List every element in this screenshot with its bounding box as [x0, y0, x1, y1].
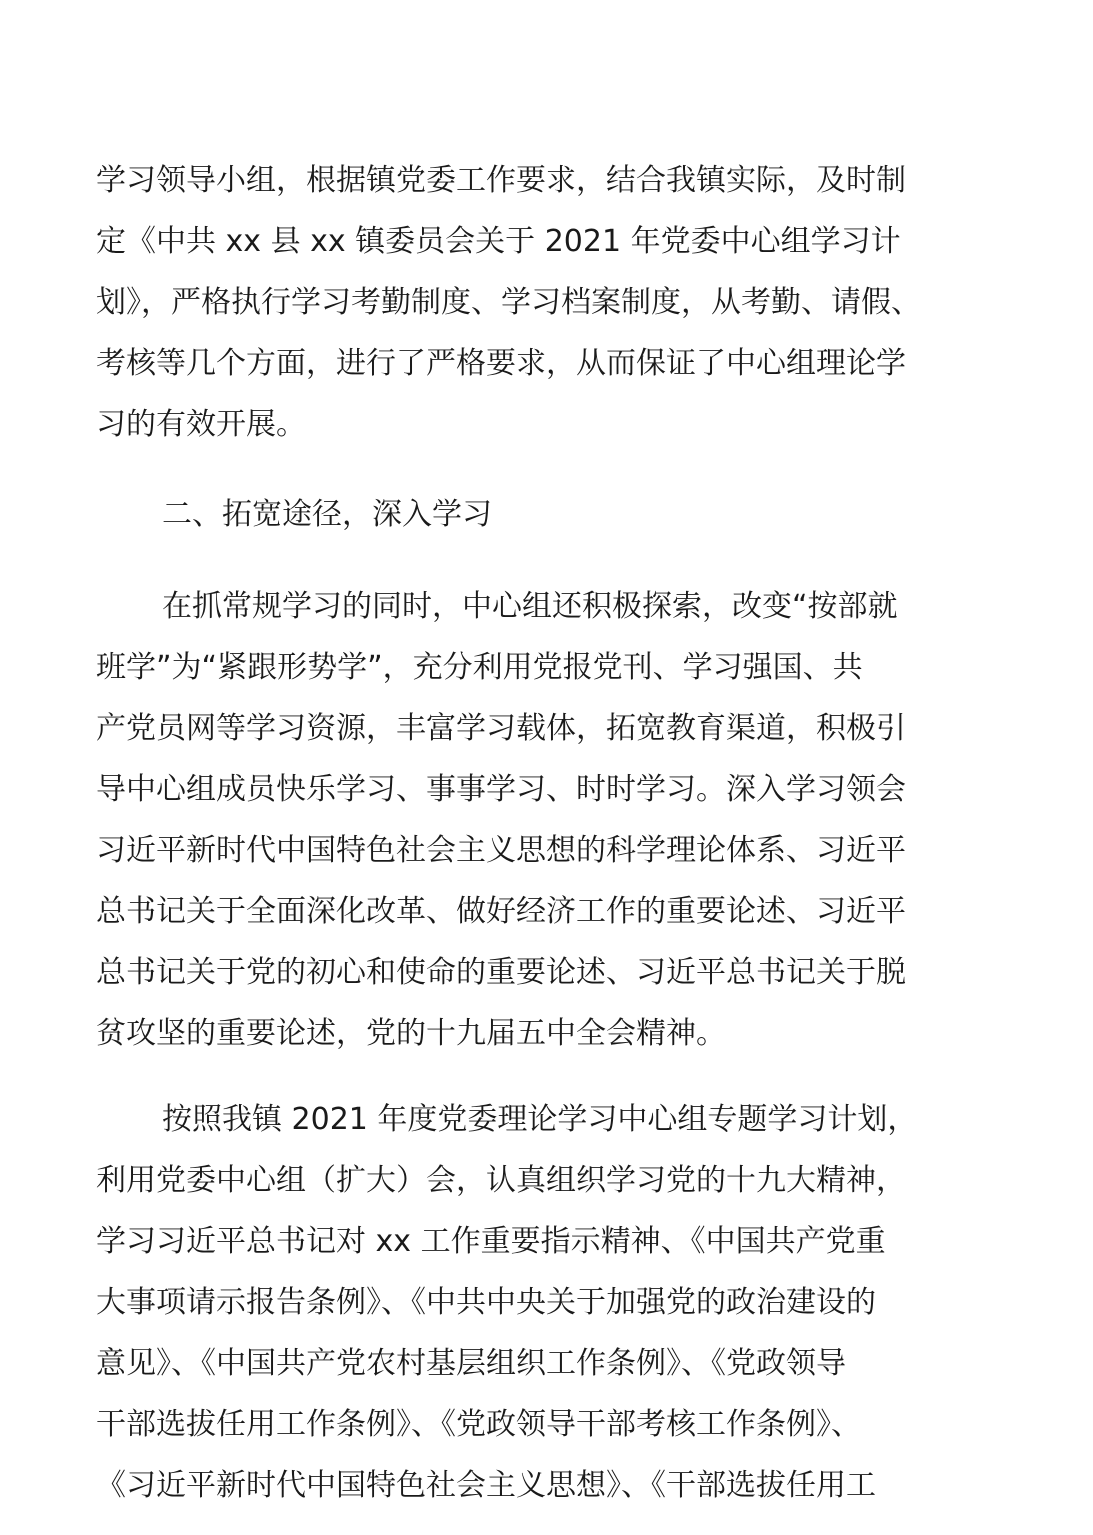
- text-line: 划》，严格执行学习考勤制度、学习档案制度，从考勤、请假、: [96, 285, 921, 320]
- text-line: 导中心组成员快乐学习、事事学习、时时学习。深入学习领会: [96, 772, 906, 807]
- text-line: 考核等几个方面，进行了严格要求，从而保证了中心组理论学: [96, 346, 906, 381]
- text-line: 总书记关于党的初心和使命的重要论述、习近平总书记关于脱: [96, 955, 906, 990]
- text-line: 产党员网等学习资源，丰富学习载体，拓宽教育渠道，积极引: [96, 711, 906, 746]
- text-line: 贫攻坚的重要论述，党的十九届五中全会精神。: [96, 1016, 726, 1051]
- text-line: 总书记关于全面深化改革、做好经济工作的重要论述、习近平: [96, 894, 906, 929]
- text-line: 意见》、《中国共产党农村基层组织工作条例》、《党政领导: [96, 1346, 846, 1381]
- text-line: 习的有效开展。: [96, 407, 306, 442]
- section-heading-2: [96, 484, 1006, 545]
- heading-text: 二、拓宽途径，深入学习: [162, 497, 492, 532]
- paragraph-3: [96, 1089, 1006, 1516]
- text-line: 班学”为“紧跟形势学”，充分利用党报党刊、学习强国、共: [96, 650, 863, 685]
- text-line: 定《中共 xx 县 xx 镇委员会关于 2021 年党委中心组学习计: [96, 224, 901, 259]
- text-line: 学习领导小组，根据镇党委工作要求，结合我镇实际，及时制: [96, 163, 906, 198]
- paragraph-2: [96, 576, 1006, 1064]
- text-line: 学习习近平总书记对 xx 工作重要指示精神、《中国共产党重: [96, 1224, 886, 1259]
- text-line: 干部选拔任用工作条例》、《党政领导干部考核工作条例》、: [96, 1407, 861, 1442]
- text-line: 利用党委中心组（扩大）会，认真组织学习党的十九大精神，: [96, 1163, 906, 1198]
- text-line: 按照我镇 2021 年度党委理论学习中心组专题学习计划，: [162, 1102, 918, 1137]
- text-line: 大事项请示报告条例》、《中共中央关于加强党的政治建设的: [96, 1285, 876, 1320]
- text-line: 在抓常规学习的同时，中心组还积极探索，改变“按部就: [162, 589, 898, 624]
- text-line: 习近平新时代中国特色社会主义思想的科学理论体系、习近平: [96, 833, 906, 868]
- text-line: 《习近平新时代中国特色社会主义思想》、《干部选拔任用工: [96, 1468, 876, 1503]
- paragraph-1: [96, 150, 1006, 455]
